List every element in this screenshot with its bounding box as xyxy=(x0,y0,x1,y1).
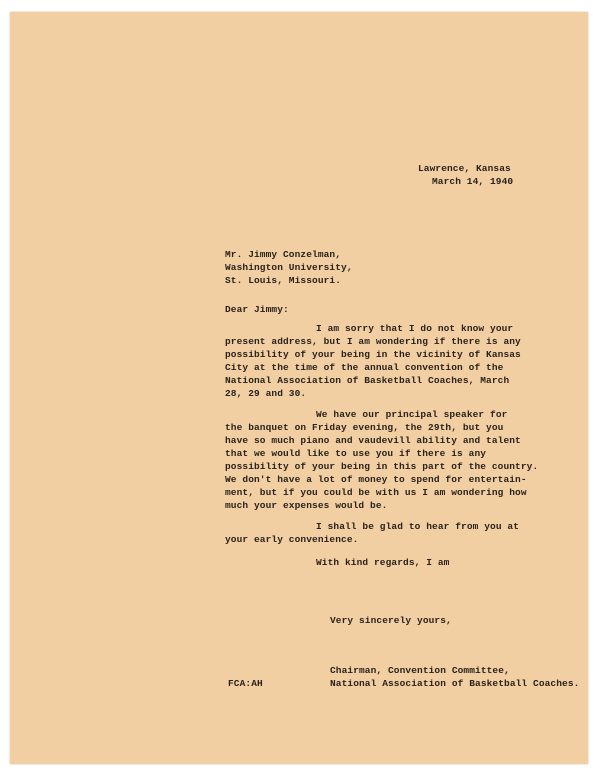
signature-title-line: National Association of Basketball Coaches. xyxy=(330,678,580,689)
paragraph3-line: your early convenience. xyxy=(225,534,359,545)
paragraph2-line: We don't have a lot of money to spend for entertain- xyxy=(225,474,527,485)
paragraph2-line: possibility of your being in this part of the country. xyxy=(225,461,539,472)
paragraph2-line: much your expenses would be. xyxy=(225,500,388,511)
signature-title-line: Chairman, Convention Committee, xyxy=(330,665,510,676)
sign-off: Very sincerely yours, xyxy=(330,615,452,626)
paragraph2-line: have so much piano and vaudevill ability and talent xyxy=(225,435,521,446)
reference-initials: FCA:AH xyxy=(228,678,263,689)
paragraph2-line: that we would like to use you if there is any xyxy=(225,448,487,459)
paragraph1-line: possibility of your being in the vicinity of Kansas xyxy=(225,349,521,360)
letter-place: Lawrence, Kansas xyxy=(418,163,511,174)
paragraph2-line: the banquet on Friday evening, the 29th, but you xyxy=(225,422,504,433)
letter-page xyxy=(10,12,588,764)
closing-line: With kind regards, I am xyxy=(316,557,450,568)
paragraph1-line: I am sorry that I do not know your xyxy=(316,323,514,334)
paragraph1-line: 28, 29 and 30. xyxy=(225,388,307,399)
paragraph1-line: City at the time of the annual convention of the xyxy=(225,362,504,373)
letter-date: March 14, 1940 xyxy=(432,176,514,187)
recipient-name: Mr. Jimmy Conzelman, xyxy=(225,249,342,260)
salutation: Dear Jimmy: xyxy=(225,304,289,315)
paragraph2-line: ment, but if you could be with us I am wondering how xyxy=(225,487,527,498)
paragraph1-line: present address, but I am wondering if there is any xyxy=(225,336,521,347)
paragraph3-line: I shall be glad to hear from you at xyxy=(316,521,520,532)
recipient-city: St. Louis, Missouri. xyxy=(225,275,342,286)
paragraph2-line: We have our principal speaker for xyxy=(316,409,508,420)
paragraph1-line: National Association of Basketball Coaches, March xyxy=(225,375,510,386)
recipient-institution: Washington University, xyxy=(225,262,353,273)
